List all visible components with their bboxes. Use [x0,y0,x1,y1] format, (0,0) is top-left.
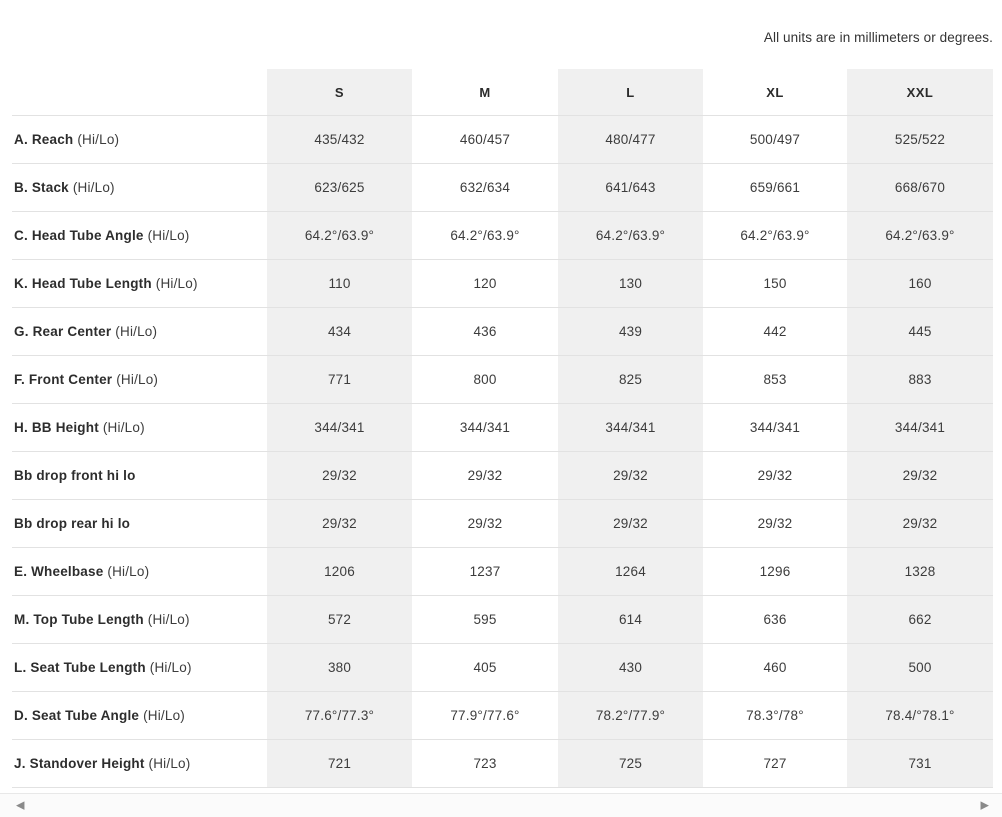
horizontal-scrollbar[interactable] [0,793,1002,817]
row-label-name: M. Top Tube Length [14,612,144,627]
value-cell: 64.2°/63.9° [703,212,847,260]
row-label-suffix: (Hi/Lo) [155,276,198,291]
row-label [12,452,267,500]
row-label-suffix: (Hi/Lo) [102,420,145,435]
geometry-table [12,69,993,788]
table-row [12,308,993,356]
value-cell: 160 [847,260,993,308]
table-row [12,596,993,644]
value-cell: 460 [703,644,847,692]
row-label-name: D. Seat Tube Angle [14,708,140,723]
value-cell: 632/634 [412,164,558,212]
value-cell: 77.9°/77.6° [412,692,558,740]
table-row [12,260,993,308]
value-cell: 771 [267,356,412,404]
row-label-suffix: (Hi/Lo) [107,564,150,579]
table-row [12,116,993,164]
value-cell: 29/32 [558,500,703,548]
value-cell: 77.6°/77.3° [267,692,412,740]
row-label-name: A. Reach [14,132,74,147]
row-label-name: E. Wheelbase [14,564,104,579]
value-cell: 344/341 [558,404,703,452]
value-cell: 344/341 [412,404,558,452]
value-cell: 659/661 [703,164,847,212]
size-column-header-l: L [558,69,703,116]
row-label-suffix: (Hi/Lo) [143,708,185,723]
row-label [12,596,267,644]
value-cell: 64.2°/63.9° [412,212,558,260]
row-label-suffix: (Hi/Lo) [147,228,190,243]
row-label-suffix: (Hi/Lo) [116,372,159,387]
value-cell: 78.3°/78° [703,692,847,740]
value-cell: 668/670 [847,164,993,212]
row-label-name: J. Standover Height [14,756,145,771]
table-row [12,164,993,212]
value-cell: 78.2°/77.9° [558,692,703,740]
value-cell: 445 [847,308,993,356]
row-label-suffix: (Hi/Lo) [147,612,190,627]
size-column-header-xl: XL [766,84,784,100]
row-label [12,308,267,356]
value-cell: 110 [267,260,412,308]
value-cell: 29/32 [412,500,558,548]
row-label [12,356,267,404]
value-cell: 1264 [558,548,703,596]
value-cell: 344/341 [267,404,412,452]
value-cell: 853 [703,356,847,404]
table-row [12,644,993,692]
row-label [12,260,267,308]
table-row [12,212,993,260]
value-cell: 64.2°/63.9° [847,212,993,260]
value-cell: 344/341 [847,404,993,452]
row-label [12,548,267,596]
row-label [12,116,267,164]
row-label-name: Bb drop rear hi lo [14,516,131,531]
value-cell: 500 [847,644,993,692]
value-cell: 29/32 [412,452,558,500]
value-cell: 500/497 [703,116,847,164]
value-cell: 731 [847,740,993,788]
value-cell: 29/32 [847,500,993,548]
value-cell: 430 [558,644,703,692]
row-label-name: B. Stack [14,180,69,195]
row-label [12,500,267,548]
row-label-suffix: (Hi/Lo) [115,324,158,339]
size-header-row [12,69,993,116]
value-cell: 29/32 [267,500,412,548]
value-cell: 64.2°/63.9° [267,212,412,260]
value-cell: 435/432 [267,116,412,164]
row-label [12,212,267,260]
value-cell: 1206 [267,548,412,596]
value-cell: 1237 [412,548,558,596]
table-row [12,740,993,788]
row-label [12,164,267,212]
value-cell: 636 [703,596,847,644]
table-row [12,404,993,452]
row-label-name: L. Seat Tube Length [14,660,146,675]
value-cell: 78.4/°78.1° [847,692,993,740]
value-cell: 29/32 [558,452,703,500]
value-cell: 480/477 [558,116,703,164]
value-cell: 434 [267,308,412,356]
value-cell: 150 [703,260,847,308]
row-label [12,644,267,692]
value-cell: 380 [267,644,412,692]
value-cell: 436 [412,308,558,356]
scroll-right-arrow-icon[interactable]: ▶ [980,799,989,811]
units-note: All units are in millimeters or degrees. [763,30,993,45]
size-column-header-xxl: XXL [847,69,993,116]
value-cell: 460/457 [412,116,558,164]
corner-header-cell [12,69,267,116]
value-cell: 883 [847,356,993,404]
row-label-name: G. Rear Center [14,324,112,339]
value-cell: 723 [412,740,558,788]
row-label-name: H. BB Height [14,420,99,435]
size-column-header-s: S [267,69,412,116]
row-label-name: C. Head Tube Angle [14,228,144,243]
value-cell: 623/625 [267,164,412,212]
row-label-name: K. Head Tube Length [14,276,152,291]
row-label [12,404,267,452]
table-row [12,356,993,404]
value-cell: 1296 [703,548,847,596]
row-label-name: F. Front Center [14,372,113,387]
value-cell: 29/32 [703,452,847,500]
value-cell: 439 [558,308,703,356]
table-row [12,548,993,596]
value-cell: 595 [412,596,558,644]
scroll-left-arrow-icon[interactable]: ◀ [16,799,25,811]
value-cell: 29/32 [703,500,847,548]
value-cell: 1328 [847,548,993,596]
value-cell: 442 [703,308,847,356]
geometry-table-body [12,116,993,788]
value-cell: 525/522 [847,116,993,164]
value-cell: 825 [558,356,703,404]
row-label-name: Bb drop front hi lo [14,468,136,483]
table-row [12,452,993,500]
value-cell: 721 [267,740,412,788]
value-cell: 614 [558,596,703,644]
value-cell: 64.2°/63.9° [558,212,703,260]
value-cell: 120 [412,260,558,308]
row-label-suffix: (Hi/Lo) [77,132,120,147]
value-cell: 662 [847,596,993,644]
row-label [12,692,267,740]
value-cell: 405 [412,644,558,692]
value-cell: 641/643 [558,164,703,212]
value-cell: 725 [558,740,703,788]
value-cell: 130 [558,260,703,308]
value-cell: 800 [412,356,558,404]
value-cell: 29/32 [267,452,412,500]
value-cell: 727 [703,740,847,788]
value-cell: 29/32 [847,452,993,500]
row-label [12,740,267,788]
geometry-table-wrap [12,69,993,788]
value-cell: 572 [267,596,412,644]
table-row [12,692,993,740]
value-cell: 344/341 [703,404,847,452]
size-column-header-m: M [479,84,491,100]
table-row [12,500,993,548]
row-label-suffix: (Hi/Lo) [148,756,191,771]
row-label-suffix: (Hi/Lo) [72,180,115,195]
row-label-suffix: (Hi/Lo) [149,660,192,675]
